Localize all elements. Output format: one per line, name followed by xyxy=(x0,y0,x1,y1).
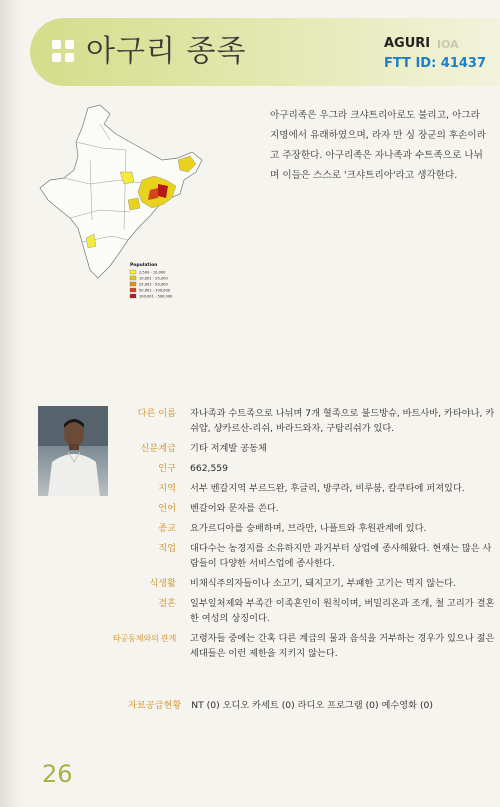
info-row xyxy=(110,499,495,519)
info-row xyxy=(110,459,495,479)
info-label: 직업 xyxy=(158,543,176,554)
info-label: 인구 xyxy=(158,463,176,474)
page-number: 26 xyxy=(42,760,73,788)
resource-label: 자료공급현황 xyxy=(128,700,182,711)
legend-label: 2,500 - 10,000 xyxy=(139,270,166,275)
resource-availability xyxy=(128,697,433,711)
info-label: 언어 xyxy=(158,503,176,514)
info-value: 고령자들 중에는 간혹 다른 계급의 물과 음식을 거부하는 경우가 있으나 젊은 세대들은 이런 제한을 지키지 않는다. xyxy=(190,633,495,659)
info-value: 자나족과 수트족으로 나뉘며 7개 혈족으로 불드방슈, 바트사바, 카타야나, 카쉬얍, 샹카르산-리쉬, 바라드와자, 구탐리쉬가 있다. xyxy=(190,408,495,434)
info-row xyxy=(110,629,495,664)
info-value: 서부 벤갈지역 부르드완, 후글리, 방쿠라, 비루붐, 칼쿠타에 퍼져있다. xyxy=(190,483,465,494)
info-label: 지역 xyxy=(158,483,176,494)
legend-swatch xyxy=(130,288,136,292)
info-label: 타공동체와의 관계 xyxy=(112,633,176,643)
info-row xyxy=(110,519,495,539)
legend-label: 50,001 - 100,000 xyxy=(139,288,171,293)
info-value: 일부일처제와 부족간 이족혼인이 원칙이며, 버밀리온과 조개, 철 고리가 결혼한 여성의 상징이다. xyxy=(190,598,495,624)
grid-dots-icon xyxy=(52,40,74,62)
legend-label: 10,001 - 25,000 xyxy=(139,276,168,281)
ftt-id: FTT ID: 41437 xyxy=(384,56,487,71)
info-label: 다른 이름 xyxy=(137,408,176,419)
legend-label: 100,001 - 500,000 xyxy=(139,294,173,299)
person-photo xyxy=(38,406,108,496)
legend-label: 25,001 - 50,000 xyxy=(139,282,168,287)
legend-title: Population xyxy=(130,263,158,268)
info-value: 662,559 xyxy=(190,463,228,474)
intro-paragraph: 아구리족은 우그라 크샤트리아로도 불리고, 아그라 지명에서 유래하였으며, 라자 만 싱 장군의 후손이라고 주장한다. 아구리족은 자나족과 수트족으로 나뉘며 이들은 스스로 '크샤트리아'라고 생각한다. xyxy=(270,110,486,181)
legend-swatch xyxy=(130,294,136,298)
roman-name: AGURI xyxy=(384,36,431,51)
info-value: 요가르디아를 숭배하며, 브라만, 나플트와 후원관계에 있다. xyxy=(190,523,427,534)
info-label: 신분계급 xyxy=(140,443,176,454)
roman-ghost-text: IOA xyxy=(437,38,459,51)
legend-swatch xyxy=(130,276,136,280)
india-outline xyxy=(40,105,202,278)
legend xyxy=(130,270,173,299)
info-row xyxy=(110,594,495,629)
info-label: 종교 xyxy=(158,523,176,534)
info-table xyxy=(110,404,495,664)
info-value: 기타 저계발 공동체 xyxy=(190,443,267,454)
info-value: 벤갈어와 문자를 쓴다. xyxy=(190,503,279,514)
info-row xyxy=(110,404,495,439)
legend-swatch xyxy=(130,282,136,286)
info-row xyxy=(110,439,495,459)
info-row xyxy=(110,574,495,594)
info-label: 식생활 xyxy=(149,578,176,589)
page-title: 아구리 종족 xyxy=(86,34,247,69)
info-label: 결혼 xyxy=(158,598,176,609)
info-value: 비채식주의자들이나 소고기, 돼지고기, 부패한 고기는 먹지 않는다. xyxy=(190,578,456,589)
legend-swatch xyxy=(130,270,136,274)
info-row xyxy=(110,479,495,499)
resource-values: NT (0) 오디오 카세트 (0) 라디오 프로그램 (0) 예수영화 (0) xyxy=(191,700,433,711)
info-value: 대다수는 농경지를 소유하지만 과거부터 상업에 종사해왔다. 현재는 많은 사람들이 다양한 서비스업에 종사한다. xyxy=(190,543,492,569)
info-row xyxy=(110,539,495,574)
region-east xyxy=(128,198,140,210)
page-gutter xyxy=(0,0,22,807)
india-population-map xyxy=(30,100,210,325)
